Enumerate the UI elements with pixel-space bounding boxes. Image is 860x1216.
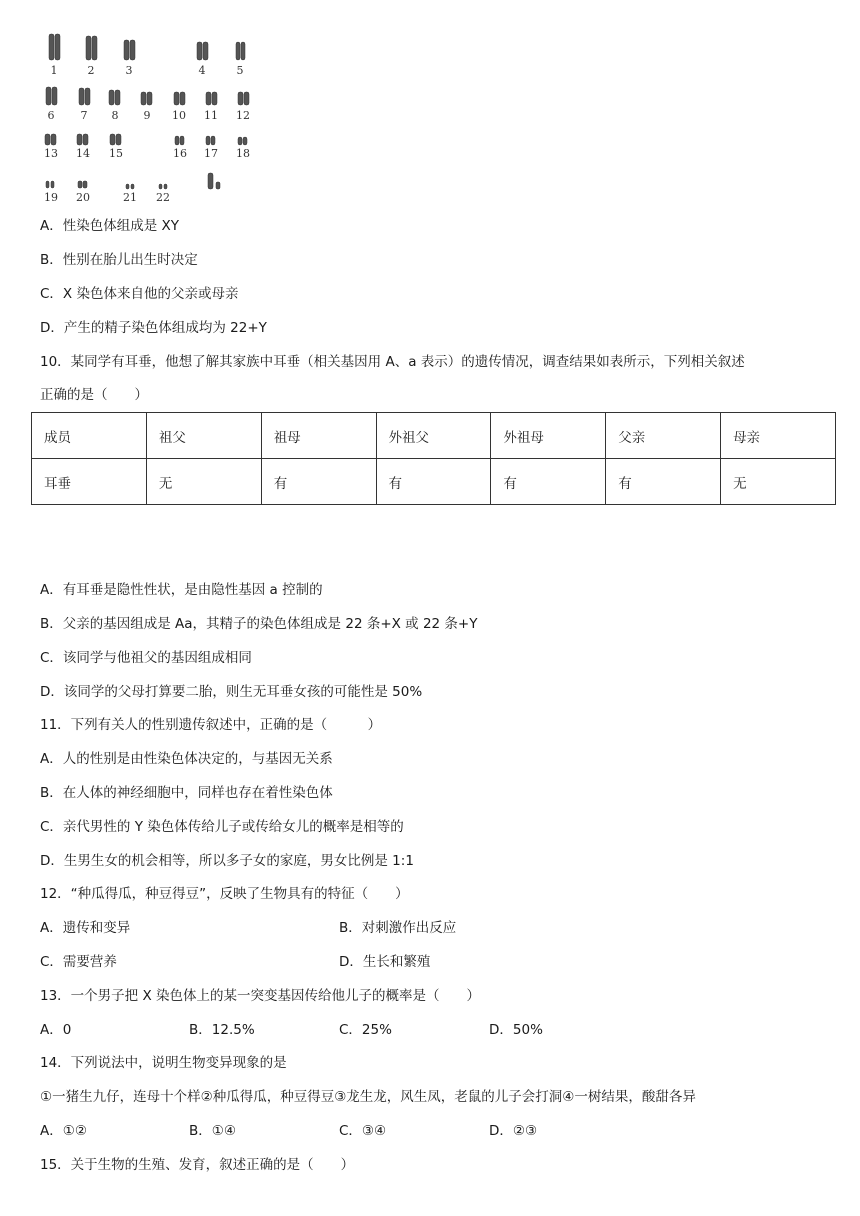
table-cell: 外祖母	[491, 413, 606, 459]
q10-stem-line2: 正确的是（ ）	[40, 387, 148, 403]
q14-option-c: C．③④	[339, 1123, 387, 1139]
q10-option-b: B．父亲的基因组成是 Aa，其精子的染色体组成是 22 条+X 或 22 条+Y	[40, 616, 478, 632]
table-header-row	[32, 413, 836, 459]
chromosome-label: 17	[204, 147, 218, 160]
q9-option-b: B．性别在胎儿出生时决定	[40, 252, 198, 268]
chromosome-label: 5	[236, 64, 244, 77]
chromosome-label: 12	[236, 109, 250, 122]
q11-option-b: B．在人体的神经细胞中，同样也存在着性染色体	[40, 785, 333, 801]
chromosome-label: 7	[80, 109, 88, 122]
chromosome-label: 22	[156, 191, 170, 204]
chromosome-label: 6	[47, 109, 55, 122]
table-cell: 祖父	[146, 413, 261, 459]
chromosome-label: 14	[76, 147, 90, 160]
q12-option-c: C．需要营养	[40, 954, 117, 970]
q10-option-c: C．该同学与他祖父的基因组成相同	[40, 650, 252, 666]
karyotype-image	[40, 30, 270, 208]
q14-option-b: B．①④	[189, 1123, 236, 1139]
table-cell: 父亲	[606, 413, 721, 459]
q10-option-d: D．该同学的父母打算要二胎，则生无耳垂女孩的可能性是 50%	[40, 684, 423, 700]
q14-option-a: A．①②	[40, 1123, 87, 1139]
table-cell: 无	[721, 459, 836, 505]
q14-option-d: D．②③	[489, 1123, 538, 1139]
chromosome-label: 11	[204, 109, 218, 122]
q15-stem: 15．关于生物的生殖、发育，叙述正确的是（ ）	[40, 1157, 355, 1173]
q14-statements: ①一猪生九仔，连母十个样②种瓜得瓜，种豆得豆③龙生龙，风生凤，老鼠的儿子会打洞④一树结果，酸甜各异	[40, 1089, 696, 1105]
q11-stem: 11．下列有关人的性别遗传叙述中，正确的是（ ）	[40, 717, 382, 733]
q10-option-a: A．有耳垂是隐性性状，是由隐性基因 a 控制的	[40, 582, 323, 598]
q12-option-d: D．生长和繁殖	[339, 954, 431, 970]
table-cell: 母亲	[721, 413, 836, 459]
q13-option-c: C．25%	[339, 1022, 392, 1038]
chromosome-label: 20	[76, 191, 90, 204]
table-cell: 有	[606, 459, 721, 505]
q9-option-c: C．X 染色体来自他的父亲或母亲	[40, 286, 239, 302]
table-cell: 有	[376, 459, 491, 505]
chromosome-label: 4	[198, 64, 206, 77]
chromosome-label: 16	[173, 147, 187, 160]
chromosome-label: 9	[143, 109, 151, 122]
chromosome-label: 2	[87, 64, 95, 77]
chromosome-label: 18	[236, 147, 250, 160]
q12-stem: 12．“种瓜得瓜，种豆得豆”，反映了生物具有的特征（ ）	[40, 886, 409, 902]
table-cell: 有	[491, 459, 606, 505]
table-cell: 外祖父	[376, 413, 491, 459]
chromosome-label: 8	[111, 109, 119, 122]
q13-stem: 13．一个男子把 X 染色体上的某一突变基因传给他儿子的概率是（ ）	[40, 988, 481, 1004]
chromosome-label: 3	[125, 64, 133, 77]
table-cell: 有	[261, 459, 376, 505]
table-cell: 无	[146, 459, 261, 505]
table-cell: 祖母	[261, 413, 376, 459]
table-cell: 成员	[32, 413, 147, 459]
q11-option-d: D．生男生女的机会相等，所以多子女的家庭，男女比例是 1:1	[40, 853, 414, 869]
table-cell: 耳垂	[32, 459, 147, 505]
q12-option-b: B．对刺激作出反应	[339, 920, 457, 936]
q12-option-a: A．遗传和变异	[40, 920, 131, 936]
q11-option-a: A．人的性别是由性染色体决定的，与基因无关系	[40, 751, 333, 767]
chromosome-label: 1	[50, 64, 58, 77]
chromosome-label: 21	[123, 191, 137, 204]
q11-option-c: C．亲代男性的 Y 染色体传给儿子或传给女儿的概率是相等的	[40, 819, 404, 835]
q13-option-a: A．0	[40, 1022, 72, 1038]
q10-stem-line1: 10．某同学有耳垂，他想了解其家族中耳垂（相关基因用 A、a 表示）的遗传情况，调查结果如表所示，下列相关叙述	[40, 354, 745, 370]
table-row	[32, 459, 836, 505]
q9-option-d: D．产生的精子染色体组成均为 22+Y	[40, 320, 267, 336]
chromosome-label: 19	[44, 191, 58, 204]
chromosome-label: 10	[172, 109, 186, 122]
chromosome-label: 13	[44, 147, 58, 160]
chromosome-label: 15	[109, 147, 123, 160]
karyotype-figure	[40, 30, 270, 208]
q9-option-a: A．性染色体组成是 XY	[40, 218, 180, 234]
q14-stem: 14．下列说法中，说明生物变异现象的是	[40, 1055, 287, 1071]
q13-option-d: D．50%	[489, 1022, 543, 1038]
q13-option-b: B．12.5%	[189, 1022, 255, 1038]
inheritance-table	[31, 412, 836, 505]
